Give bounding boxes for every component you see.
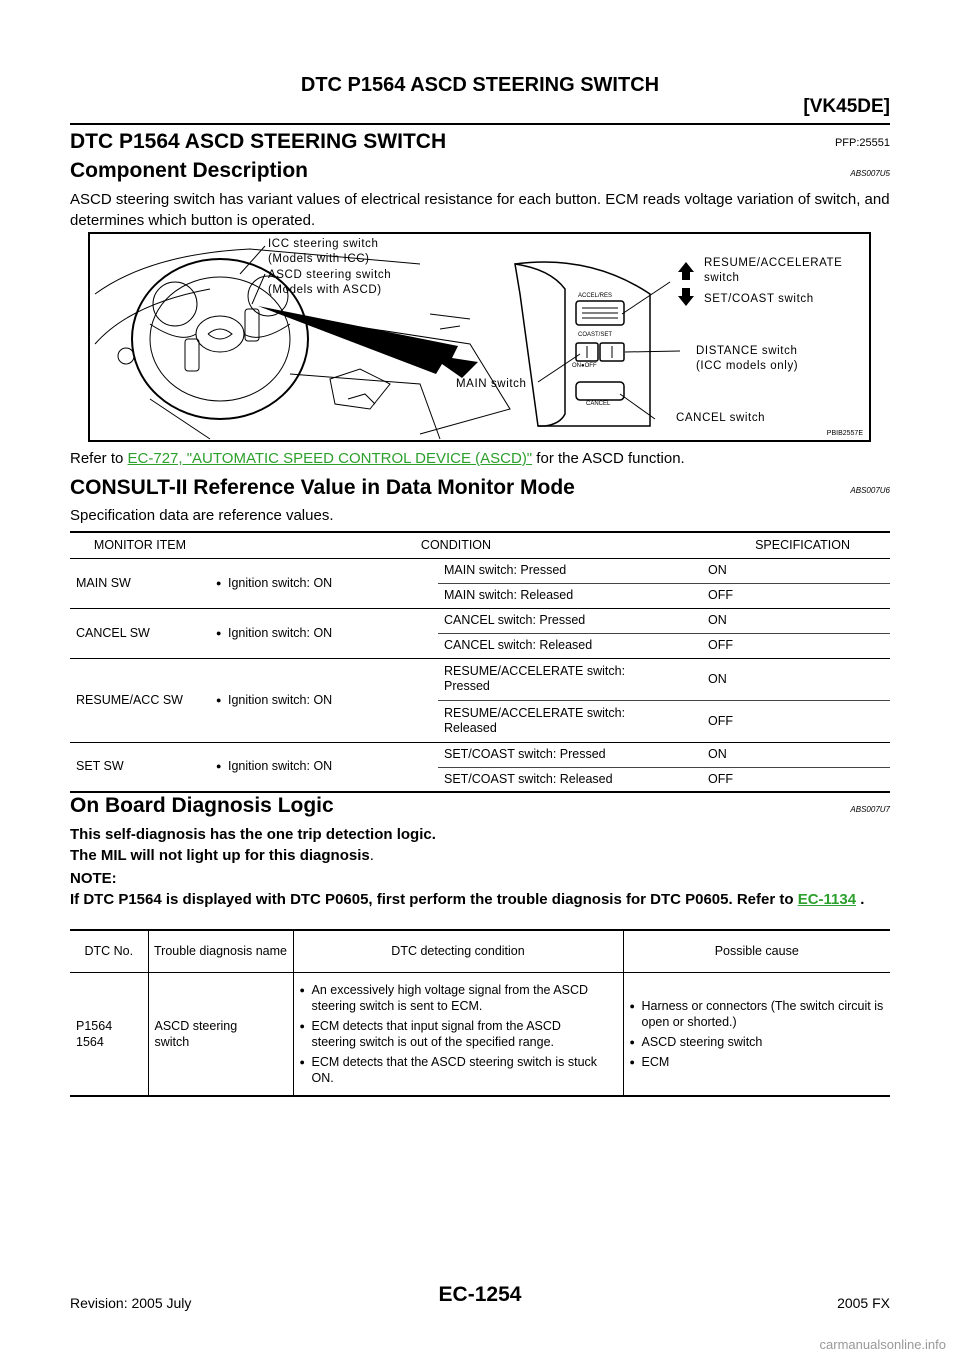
table-row: CANCEL SW ● Ignition switch: ON CANCEL switch: Pressed ON	[70, 608, 890, 633]
label-models-icc: (Models with ICC)	[268, 253, 370, 265]
button-label-cancel: CANCEL	[586, 401, 611, 407]
label-ascd-switch: ASCD steering switch	[268, 269, 392, 281]
header-condition: CONDITION	[210, 532, 702, 558]
button-label-accel: ACCEL/RES	[578, 293, 613, 299]
header-monitor-item: MONITOR ITEM	[70, 532, 210, 558]
ec-1134-link[interactable]: EC-1134	[797, 891, 857, 908]
table-row: P1564 1564 ASCD steering switch ● An excessively high voltage signal from the ASCD steering switch is sent to ECM. ● ECM detects that input signal from the ASCD steering switch is out of the specified range. ● ECM detects that the ASCD steering switch is stuck ON. ● Harness or connectors (The switch circuit is open or shorted.) ● ASCD steering switch ● ECM	[70, 972, 890, 1096]
consult-note: Specification data are reference values.	[70, 507, 334, 524]
label-main-switch: MAIN switch	[456, 378, 527, 390]
component-heading: Component Description	[70, 159, 309, 182]
dtc-table-header	[70, 930, 890, 972]
label-resume-2: switch	[704, 272, 740, 284]
button-label-coast: COAST/SET	[578, 332, 613, 338]
table-row: SET/COAST switch: Released OFF	[70, 767, 890, 792]
header-detecting-condition: DTC detecting condition	[293, 930, 623, 972]
label-set-coast: SET/COAST switch	[704, 293, 814, 305]
obd-heading: On Board Diagnosis Logic	[70, 794, 334, 817]
figure-id: PBIB2557E	[826, 430, 863, 437]
consult-table-header	[70, 532, 890, 558]
obd-note-label: NOTE:	[70, 870, 117, 887]
switch-figure	[88, 232, 871, 442]
header-dtc-no: DTC No.	[70, 930, 148, 972]
obd-code: ABS007U7	[850, 805, 890, 814]
table-row: RESUME/ACC SW ● Ignition switch: ON RESUME/ACCELERATE switch: Pressed ON	[70, 658, 890, 700]
refer-text: Refer to EC-727, "AUTOMATIC SPEED CONTROL DEVICE (ASCD)" for the ASCD function.	[70, 450, 685, 467]
dtc-table	[70, 929, 890, 1097]
ascd-function-link[interactable]: EC-727, "AUTOMATIC SPEED CONTROL DEVICE (ASCD)"	[127, 450, 533, 467]
watermark: carmanualsonline.info	[819, 1337, 946, 1352]
obd-note-text: If DTC P1564 is displayed with DTC P0605, first perform the trouble diagnosis for DTC P0605. Refer to EC-1134 .	[70, 891, 865, 908]
consult-table	[70, 531, 890, 793]
label-models-ascd: (Models with ASCD)	[268, 284, 382, 296]
header-trouble-name: Trouble diagnosis name	[148, 930, 293, 972]
label-icc-switch: ICC steering switch	[268, 238, 379, 250]
table-row: CANCEL switch: Released OFF	[70, 633, 890, 658]
header-rule	[70, 123, 890, 125]
label-resume: RESUME/ACCELERATE	[704, 257, 843, 269]
label-distance: DISTANCE switch	[696, 345, 798, 357]
revision: Revision: 2005 July	[70, 1295, 192, 1311]
header-specification: SPECIFICATION	[702, 532, 890, 558]
pfp-code: PFP:25551	[834, 137, 890, 149]
button-label-onoff: ON●OFF	[572, 363, 597, 369]
table-row: SET SW ● Ignition switch: ON SET/COAST switch: Pressed ON	[70, 742, 890, 767]
obd-line-1: This self-diagnosis has the one trip detection logic.	[70, 826, 436, 843]
table-row: RESUME/ACCELERATE switch: Released OFF	[70, 700, 890, 742]
label-cancel-switch: CANCEL switch	[676, 412, 766, 424]
running-header-model: [VK45DE]	[803, 96, 890, 117]
footer-model: 2005 FX	[837, 1295, 890, 1311]
consult-heading: CONSULT-II Reference Value in Data Monitor Mode	[70, 476, 575, 499]
obd-line-2: The MIL will not light up for this diagnosis.	[70, 847, 374, 864]
page-number: EC-1254	[438, 1283, 522, 1306]
table-row: MAIN switch: Released OFF	[70, 583, 890, 608]
running-header-title: DTC P1564 ASCD STEERING SWITCH	[300, 74, 660, 96]
table-row: MAIN SW ● Ignition switch: ON MAIN switch: Pressed ON	[70, 558, 890, 583]
component-text: ASCD steering switch has variant values of electrical resistance for each button. ECM reads voltage variation of switch, and determines which button is operated.	[70, 191, 890, 229]
consult-code: ABS007U6	[850, 486, 890, 495]
header-possible-cause: Possible cause	[623, 930, 890, 972]
section-title: DTC P1564 ASCD STEERING SWITCH	[70, 130, 447, 153]
label-distance-2: (ICC models only)	[696, 360, 799, 372]
component-code: ABS007U5	[850, 169, 890, 178]
